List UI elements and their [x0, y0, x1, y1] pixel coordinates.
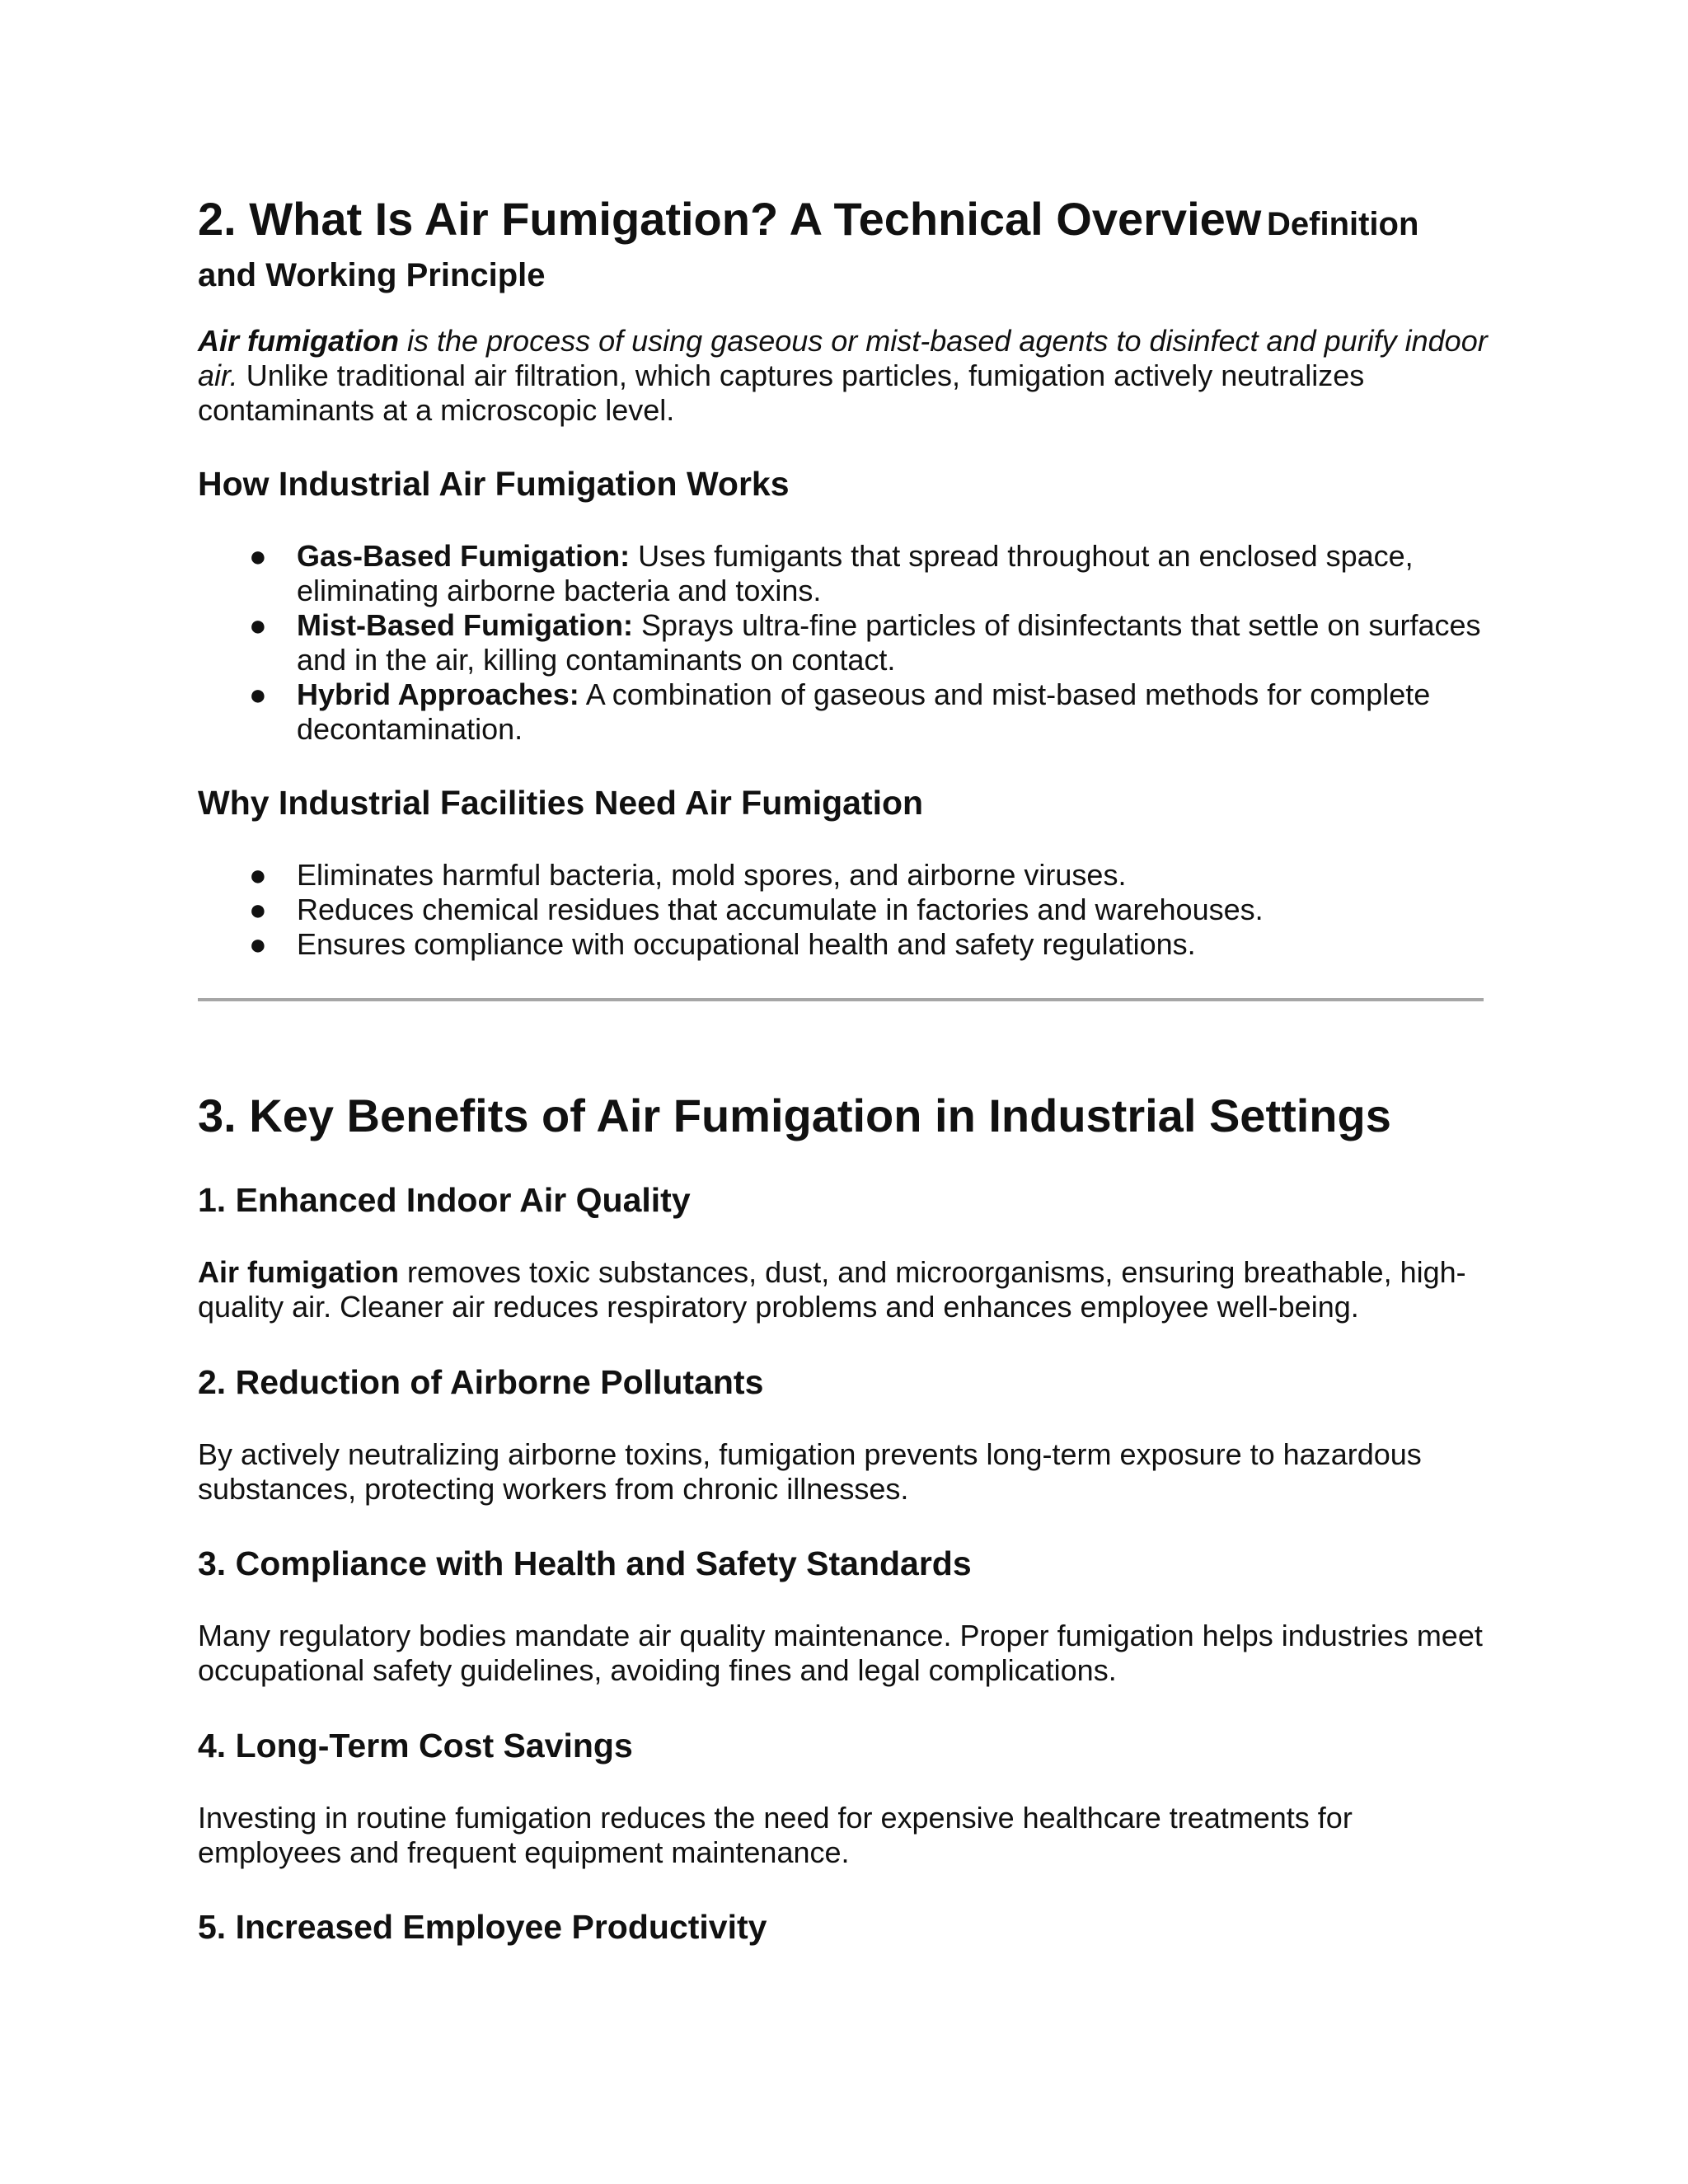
how-it-works-heading: How Industrial Air Fumigation Works [198, 465, 790, 503]
benefit-2-paragraph: By actively neutralizing airborne toxins, fumigation prevents long-term exposure to hazardous substances, protecting workers from chronic illnesses. [198, 1437, 1422, 1506]
benefit-1-heading: 1. Enhanced Indoor Air Quality [198, 1181, 691, 1219]
benefit-3-heading: 3. Compliance with Health and Safety Standards [198, 1544, 972, 1582]
list-item [198, 858, 1492, 893]
how-it-works-list [198, 539, 1492, 747]
list-item-text: Uses fumigants that spread throughout an enclosed space, eliminating airborne bacteria and toxins. [297, 539, 1414, 607]
list-item [198, 539, 1492, 608]
benefit-1-paragraph [198, 1255, 1492, 1324]
list-item-text: A combination of gaseous and mist-based methods for complete decontamination. [297, 677, 1431, 746]
horizontal-divider [198, 998, 1484, 1001]
benefit-4-heading: 4. Long-Term Cost Savings [198, 1727, 633, 1765]
list-item-text: Ensures compliance with occupational health and safety regulations. [297, 927, 1196, 961]
benefit-3-paragraph: Many regulatory bodies mandate air quality maintenance. Proper fumigation helps industries meet occupational safety guidelines, avoiding fines and legal complications. [198, 1619, 1483, 1687]
definition-rest: Unlike traditional air filtration, which captures particles, fumigation actively neutralizes contaminants at a microscopic level. [198, 359, 1365, 427]
section-2-subtitle: Definition and Working Principle [198, 206, 1419, 293]
list-item [198, 677, 1492, 747]
list-item-text: Eliminates harmful bacteria, mold spores, and airborne viruses. [297, 858, 1127, 892]
list-item-text: Reduces chemical residues that accumulate in factories and warehouses. [297, 893, 1264, 926]
list-item-label: Hybrid Approaches: [297, 677, 579, 711]
definition-term: Air fumigation [198, 324, 399, 358]
section-2-heading [198, 193, 1484, 303]
list-item-label: Gas-Based Fumigation: [297, 539, 631, 573]
section-3-heading: 3. Key Benefits of Air Fumigation in Industrial Settings [198, 1090, 1391, 1141]
list-item [198, 608, 1492, 677]
bullet-icon: ● [249, 893, 267, 926]
why-need-heading: Why Industrial Facilities Need Air Fumigation [198, 784, 924, 822]
section-2-title: 2. What Is Air Fumigation? A Technical Overview [198, 193, 1262, 245]
benefit-4-paragraph: Investing in routine fumigation reduces the need for expensive healthcare treatments for employees and frequent equipment maintenance. [198, 1801, 1353, 1869]
bullet-icon: ● [249, 858, 267, 892]
benefit-2-heading: 2. Reduction of Airborne Pollutants [198, 1363, 764, 1401]
bullet-icon: ● [249, 539, 267, 573]
list-item-label: Mist-Based Fumigation: [297, 608, 634, 642]
bullet-icon: ● [249, 677, 267, 711]
list-item [198, 893, 1492, 927]
list-item-text: Sprays ultra-fine particles of disinfectants that settle on surfaces and in the air, killing contaminants on contact. [297, 608, 1481, 677]
definition-paragraph [198, 324, 1492, 428]
list-item [198, 927, 1492, 962]
why-need-list [198, 858, 1492, 962]
benefit-5-heading: 5. Increased Employee Productivity [198, 1908, 767, 1946]
bullet-icon: ● [249, 927, 267, 961]
benefit-1-text: removes toxic substances, dust, and microorganisms, ensuring breathable, high-quality air. Cleaner air reduces respiratory problems and enhances employee well-being. [198, 1255, 1466, 1324]
benefit-1-term: Air fumigation [198, 1255, 399, 1289]
definition-italic: is the process of using gaseous or mist-based agents to disinfect and purify indoor air. [198, 324, 1488, 392]
bullet-icon: ● [249, 608, 267, 642]
